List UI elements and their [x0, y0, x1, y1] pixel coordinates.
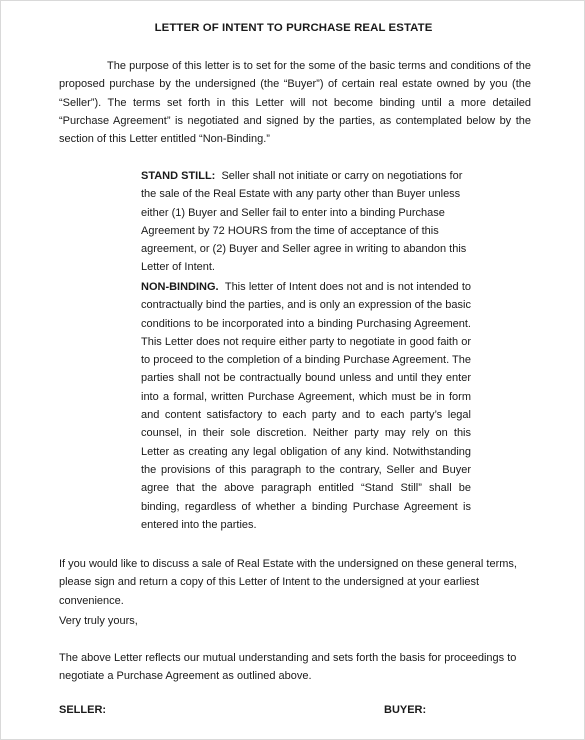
- document-title: LETTER OF INTENT TO PURCHASE REAL ESTATE: [154, 22, 433, 34]
- buyer-signature-label: BUYER:: [384, 704, 427, 716]
- non-binding-text: This letter of Intent does not and is not intended to contractually bind the parties, and is only an expression of the basic conditions to be incorporated into a binding Purchasing Agreement. This Letter does not require either party to negotiate in good faith or to proceed to the completion of a binding Purchase Agreement. The parties shall not be contractually bound unless and until they enter into a formal, written Purchase Agreement, which must be in form and content satisfactory to each party and to each party’s legal counsel, in their sole discretion. Neither party may rely on this Letter as creating any legal obligation of any kind. Notwithstanding the provisions of this paragraph to the contrary, Seller and Buyer agree that the above paragraph entitled “Stand Still” shall be binding, regardless of whether a binding Purchase Agreement is entered into the parties.: [141, 281, 471, 531]
- non-binding-paragraph: [141, 278, 471, 534]
- closing-line: Very truly yours,: [59, 615, 138, 627]
- stand-still-text: Seller shall not initiate or carry on negotiations for the sale of the Real Estate with any party other than Buyer unless either (1) Buyer and Seller fail to enter into a binding Purchase Agreement by 72 HOURS from the time of acceptance of this agreement, or (2) Buyer and Seller agree in writing to abandon this Letter of Intent.: [141, 170, 467, 274]
- discuss-paragraph: If you would like to discuss a sale of Real Estate with the undersigned on these general terms, please sign and return a copy of this Letter of Intent to the undersigned at your earliest convenience.: [59, 558, 517, 607]
- stand-still-paragraph: [141, 167, 475, 277]
- non-binding-label: NON-BINDING.: [141, 281, 219, 293]
- stand-still-label: STAND STILL:: [141, 170, 216, 182]
- seller-signature-label: SELLER:: [59, 704, 107, 716]
- mutual-understanding-paragraph: The above Letter reflects our mutual understanding and sets forth the basis for proceedings to negotiate a Purchase Agreement as outlined above.: [59, 652, 517, 683]
- intro-paragraph: The purpose of this letter is to set for the some of the basic terms and conditions of the proposed purchase by the undersigned (the “Buyer”) of certain real estate owned by you (the “Seller”). The terms set forth in this Letter will not become binding until a more detailed “Purchase Agreement” is negotiated and signed by the parties, as contemplated below by the section of this Letter entitled “Non-Binding.”: [59, 60, 531, 146]
